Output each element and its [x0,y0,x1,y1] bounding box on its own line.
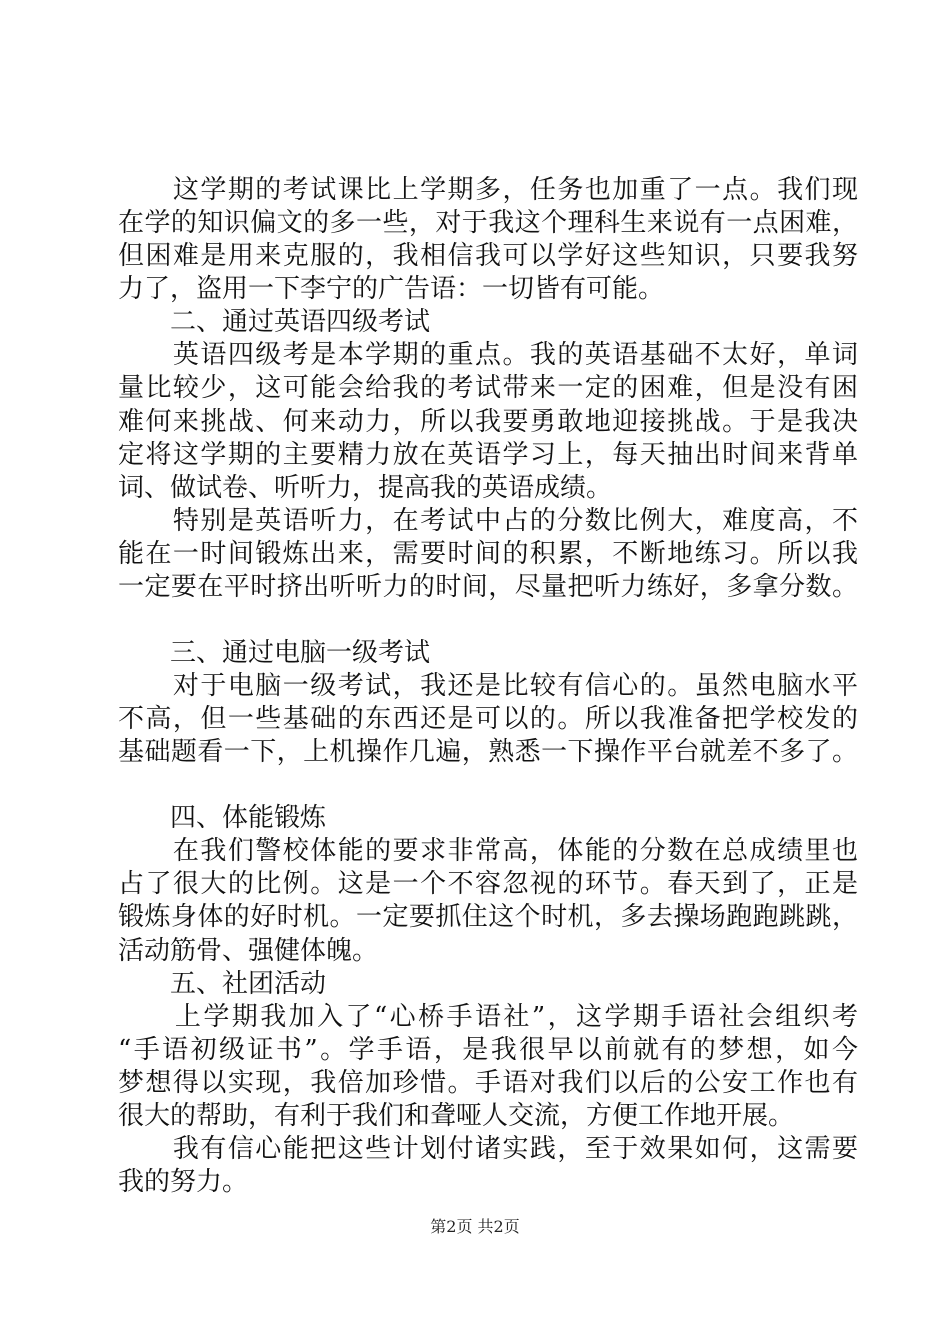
paragraph-line: 上学期我加入了“心桥手语社”，这学期手语社会组织考 [118,1001,858,1032]
paragraph-line: 锻炼身体的好时机。一定要抓住这个时机，多去操场跑跑跳跳， [118,902,858,933]
paragraph-line: 占了很大的比例。这是一个不容忽视的环节。春天到了，正是 [118,869,858,900]
paragraph-line: 梦想得以实现，我倍加珍惜。手语对我们以后的公安工作也有 [118,1067,858,1098]
paragraph-line: 我的努力。 [118,1166,249,1197]
paragraph-line: 活动筋骨、强健体魄。 [118,935,379,966]
section-heading: 三、通过电脑一级考试 [118,637,431,668]
paragraph-line: 特别是英语听力，在考试中占的分数比例大，难度高，不 [118,505,858,536]
paragraph-line: 定将这学期的主要精力放在英语学习上，每天抽出时间来背单 [118,439,858,470]
paragraph-line: 这学期的考试课比上学期多，任务也加重了一点。我们现 [118,175,858,205]
paragraph-line: 力了，盗用一下李宁的广告语：一切皆有可能。 [118,274,665,305]
paragraph-line: 对于电脑一级考试，我还是比较有信心的。虽然电脑水平 [118,671,858,701]
paragraph-line: 英语四级考是本学期的重点。我的英语基础不太好，单词 [118,340,858,371]
paragraph-line: 在我们警校体能的要求非常高，体能的分数在总成绩里也 [118,836,858,867]
section-heading: 五、社团活动 [118,968,327,999]
paragraph-line: 在学的知识偏文的多一些，对于我这个理科生来说有一点困难， [118,208,858,239]
paragraph-line: 词、做试卷、听听力，提高我的英语成绩。 [118,472,613,503]
paragraph-line: 我有信心能把这些计划付诸实践，至于效果如何，这需要 [118,1133,858,1164]
paragraph-line: 但困难是用来克服的，我相信我可以学好这些知识，只要我努 [118,241,858,272]
paragraph-line: “手语初级证书”。学手语，是我很早以前就有的梦想，如今 [118,1034,858,1065]
paragraph-line: 难何来挑战、何来动力，所以我要勇敢地迎接挑战。于是我决 [118,406,858,437]
paragraph-line: 一定要在平时挤出听听力的时间，尽量把听力练好，多拿分数。 [118,571,858,602]
paragraph-line: 能在一时间锻炼出来，需要时间的积累，不断地练习。所以我 [118,538,858,569]
paragraph-line: 量比较少，这可能会给我的考试带来一定的困难，但是没有困 [118,373,858,404]
paragraph-line: 不高，但一些基础的东西还是可以的。所以我准备把学校发的 [118,704,858,734]
paragraph-line: 基础题看一下，上机操作几遍，熟悉一下操作平台就差不多了。 [118,737,858,768]
paragraph-line: 很大的帮助，有利于我们和聋哑人交流，方便工作地开展。 [118,1100,795,1131]
section-heading: 二、通过英语四级考试 [118,307,431,338]
page-footer: 第2页 共2页 [430,1217,520,1236]
section-heading: 四、体能锻炼 [118,803,327,834]
